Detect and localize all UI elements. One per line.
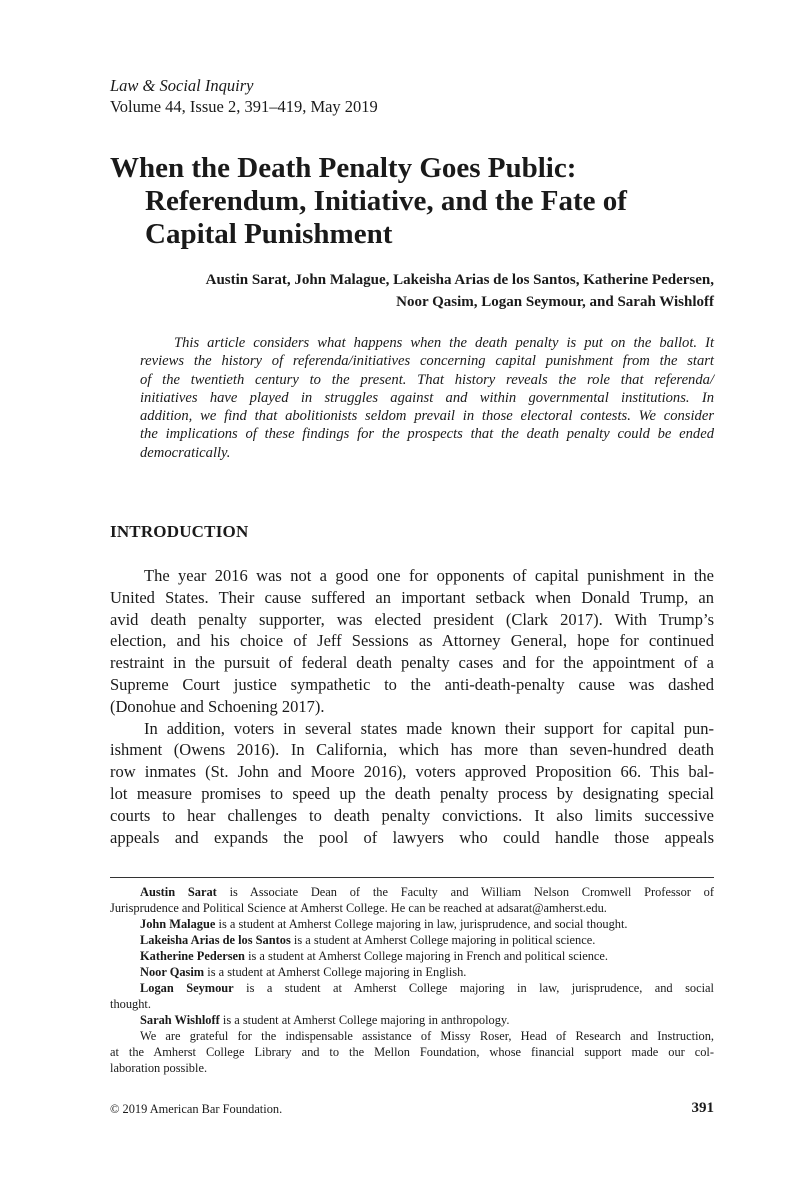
footnote-author-name: Sarah Wishloff [140,1013,220,1027]
footnote-author-name: Lakeisha Arias de los Santos [140,933,291,947]
title-line-1: When the Death Penalty Goes Public: [110,152,577,184]
footnote-text: is Associate Dean of the Faculty and William Nelson Cromwell Professor of [229,885,714,899]
footnote-author-name: Katherine Pedersen [140,949,245,963]
footnote-text: is a student at Amherst College majoring in English. [207,965,467,979]
footnote-sarah-wishloff [110,1012,714,1028]
footnote-logan-seymour [110,980,714,1012]
section-heading: INTRODUCTION [110,522,249,541]
author-list [110,269,714,313]
journal-issue: Volume 44, Issue 2, 391–419, May 2019 [110,97,378,116]
footnote-text: at the Amherst College Library and to the Mellon Foundation, whose financial support made our col- [110,1045,714,1059]
abstract-line: This article considers what happens when the death penalty is put on the ballot. It [174,335,714,351]
footnote-author-name: John Malague [140,917,216,931]
body-line: ishment (Owens 2016). In California, which has more than seven-hundred death [110,740,714,760]
footnote-text: We are grateful for the indispensable assistance of Missy Roser, Head of Research and Instruction, [140,1029,714,1043]
body-line: Supreme Court justice sympathetic to the anti-death-penalty cause was dashed [110,674,714,694]
abstract-line: addition, we find that abolitionists seldom prevail in those electoral contests. We consider [140,408,714,425]
footnote-john-malague [110,916,714,932]
abstract-line: of the twentieth century to the present. That history reveals the role that referenda/ [140,371,714,388]
footnote-noor-qasim [110,964,714,980]
abstract [140,334,714,462]
body-line: lot measure promises to speed up the death penalty process by designating special [110,783,714,803]
footnote-katherine-pedersen [110,948,714,964]
footnote-text: Jurisprudence and Political Science at Amherst College. He can be reached at adsarat@amherst.edu. [110,901,607,915]
body-line: (Donohue and Schoening 2017). [110,696,325,716]
abstract-line: the implications of these findings for the prospects that the death penalty could be ended [140,426,714,443]
abstract-line: democratically. [140,444,231,461]
footnote-text: laboration possible. [110,1061,208,1075]
authors-line-1: Austin Sarat, John Malague, Lakeisha Arias de los Santos, Katherine Pedersen, [205,272,714,288]
body-text [110,565,714,848]
body-line: courts to hear challenges to death penalty convictions. It also limits successive [110,805,714,825]
abstract-line: initiatives have played in struggles against and within governmental institutions. In [140,389,714,406]
title-line-3: Capital Punishment [145,218,393,250]
footnote-author-name: Austin Sarat [140,885,217,899]
article-title [110,152,714,251]
body-line: row inmates (St. John and Moore 2016), voters approved Proposition 66. This bal- [110,762,714,782]
abstract-line: reviews the history of referenda/initiatives concerning capital punishment from the start [140,353,714,370]
copyright-notice: © 2019 American Bar Foundation. [110,1102,283,1116]
body-line: election, and his choice of Jeff Sessions as Attorney General, hope for continued [110,631,714,651]
footnote-text: is a student at Amherst College majoring in law, jurisprudence, and social [246,981,714,995]
footnote-text: thought. [110,997,151,1011]
body-line: avid death penalty supporter, was elected president (Clark 2017). With Trump’s [110,609,714,629]
footnote-lakeisha-arias-de-los-santos [110,932,714,948]
footnote-divider [110,877,714,878]
footnote-text: is a student at Amherst College majoring in political science. [293,933,596,947]
footnote-text: is a student at Amherst College majoring in French and political science. [248,949,608,963]
authors-line-2: Noor Qasim, Logan Seymour, and Sarah Wishloff [396,294,714,310]
body-line: restraint in the pursuit of federal death penalty cases and for the appointment of a [110,653,714,673]
page-number: 391 [691,1100,714,1116]
footnote-text: is a student at Amherst College majoring in anthropology. [222,1013,510,1027]
footnote-author-name: Noor Qasim [140,965,205,979]
body-line: appeals and expands the pool of lawyers who could handle those appeals [110,827,714,847]
journal-name: Law & Social Inquiry [110,76,254,95]
body-line: United States. Their cause suffered an important setback when Donald Trump, an [110,587,714,607]
title-line-2: Referendum, Initiative, and the Fate of [145,185,627,217]
footnote-austin-sarat [110,884,714,916]
footnote-author-name: Logan Seymour [140,981,234,995]
body-line: In addition, voters in several states made known their support for capital pun- [144,718,714,738]
body-line: The year 2016 was not a good one for opponents of capital punishment in the [144,566,714,585]
footnotes [110,884,714,1076]
footnote-acknowledgments [110,1028,714,1076]
journal-info [110,75,378,117]
footnote-text: is a student at Amherst College majoring in law, jurisprudence, and social thought. [218,917,628,931]
